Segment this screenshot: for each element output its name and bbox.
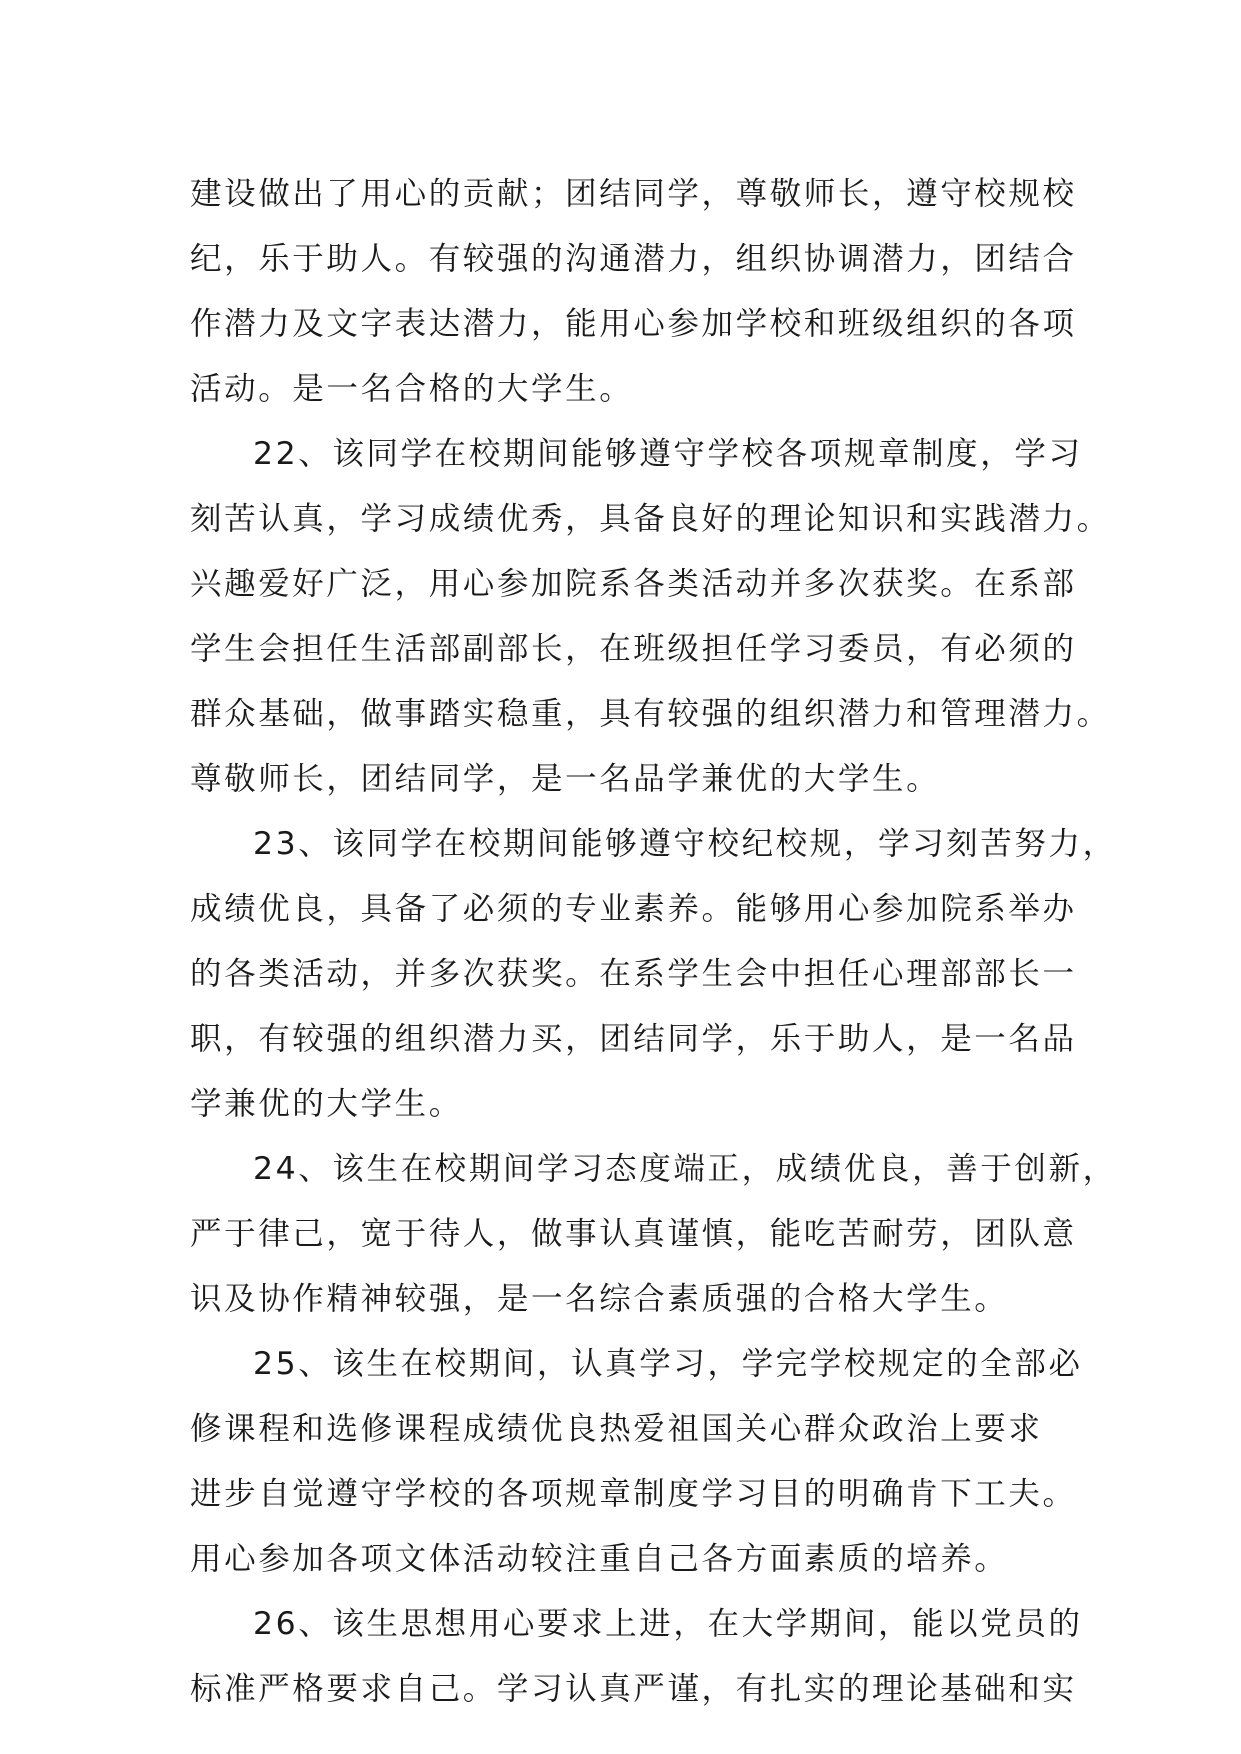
paragraph-22-first-line: 22、该同学在校期间能够遵守学校各项规章制度，学习 xyxy=(253,436,1083,472)
text-line: 修课程和选修课程成绩优良热爱祖国关心群众政治上要求 xyxy=(190,1411,1043,1447)
text-line: 刻苦认真，学习成绩优秀，具备良好的理论知识和实践潜力。 xyxy=(190,501,1111,537)
text-line: 标准严格要求自己。学习认真严谨，有扎实的理论基础和实 xyxy=(190,1671,1077,1707)
text-line: 进步自觉遵守学校的各项规章制度学习目的明确肯下工夫。 xyxy=(190,1476,1077,1512)
text-line: 学兼优的大学生。 xyxy=(190,1086,463,1122)
paragraph-26-first-line: 26、该生思想用心要求上进，在大学期间，能以党员的 xyxy=(253,1606,1083,1642)
text-line: 尊敬师长，团结同学，是一名品学兼优的大学生。 xyxy=(190,761,941,797)
text-line: 活动。是一名合格的大学生。 xyxy=(190,371,634,407)
paragraph-25-first-line: 25、该生在校期间，认真学习，学完学校规定的全部必 xyxy=(253,1346,1083,1382)
document-body xyxy=(190,162,1117,1722)
text-line: 职，有较强的组织潜力买，团结同学，乐于助人，是一名品 xyxy=(190,1021,1077,1057)
text-line: 成绩优良，具备了必须的专业素养。能够用心参加院系举办 xyxy=(190,891,1077,927)
text-line: 纪，乐于助人。有较强的沟通潜力，组织协调潜力，团结合 xyxy=(190,241,1077,277)
text-line: 群众基础，做事踏实稳重，具有较强的组织潜力和管理潜力。 xyxy=(190,696,1111,732)
text-line: 兴趣爱好广泛，用心参加院系各类活动并多次获奖。在系部 xyxy=(190,566,1077,602)
text-line: 建设做出了用心的贡献；团结同学，尊敬师长，遵守校规校 xyxy=(190,176,1077,212)
text-line: 作潜力及文字表达潜力，能用心参加学校和班级组织的各项 xyxy=(190,306,1077,342)
text-line: 学生会担任生活部副部长，在班级担任学习委员，有必须的 xyxy=(190,631,1077,667)
paragraph-24-first-line: 24、该生在校期间学习态度端正，成绩优良，善于创新， xyxy=(253,1151,1117,1187)
text-line: 的各类活动，并多次获奖。在系学生会中担任心理部部长一 xyxy=(190,956,1077,992)
text-line: 严于律己，宽于待人，做事认真谨慎，能吃苦耐劳，团队意 xyxy=(190,1216,1077,1252)
text-line: 用心参加各项文体活动较注重自己各方面素质的培养。 xyxy=(190,1541,1009,1577)
text-line: 识及协作精神较强，是一名综合素质强的合格大学生。 xyxy=(190,1281,1009,1317)
paragraph-23-first-line: 23、该同学在校期间能够遵守校纪校规，学习刻苦努力， xyxy=(253,826,1117,862)
